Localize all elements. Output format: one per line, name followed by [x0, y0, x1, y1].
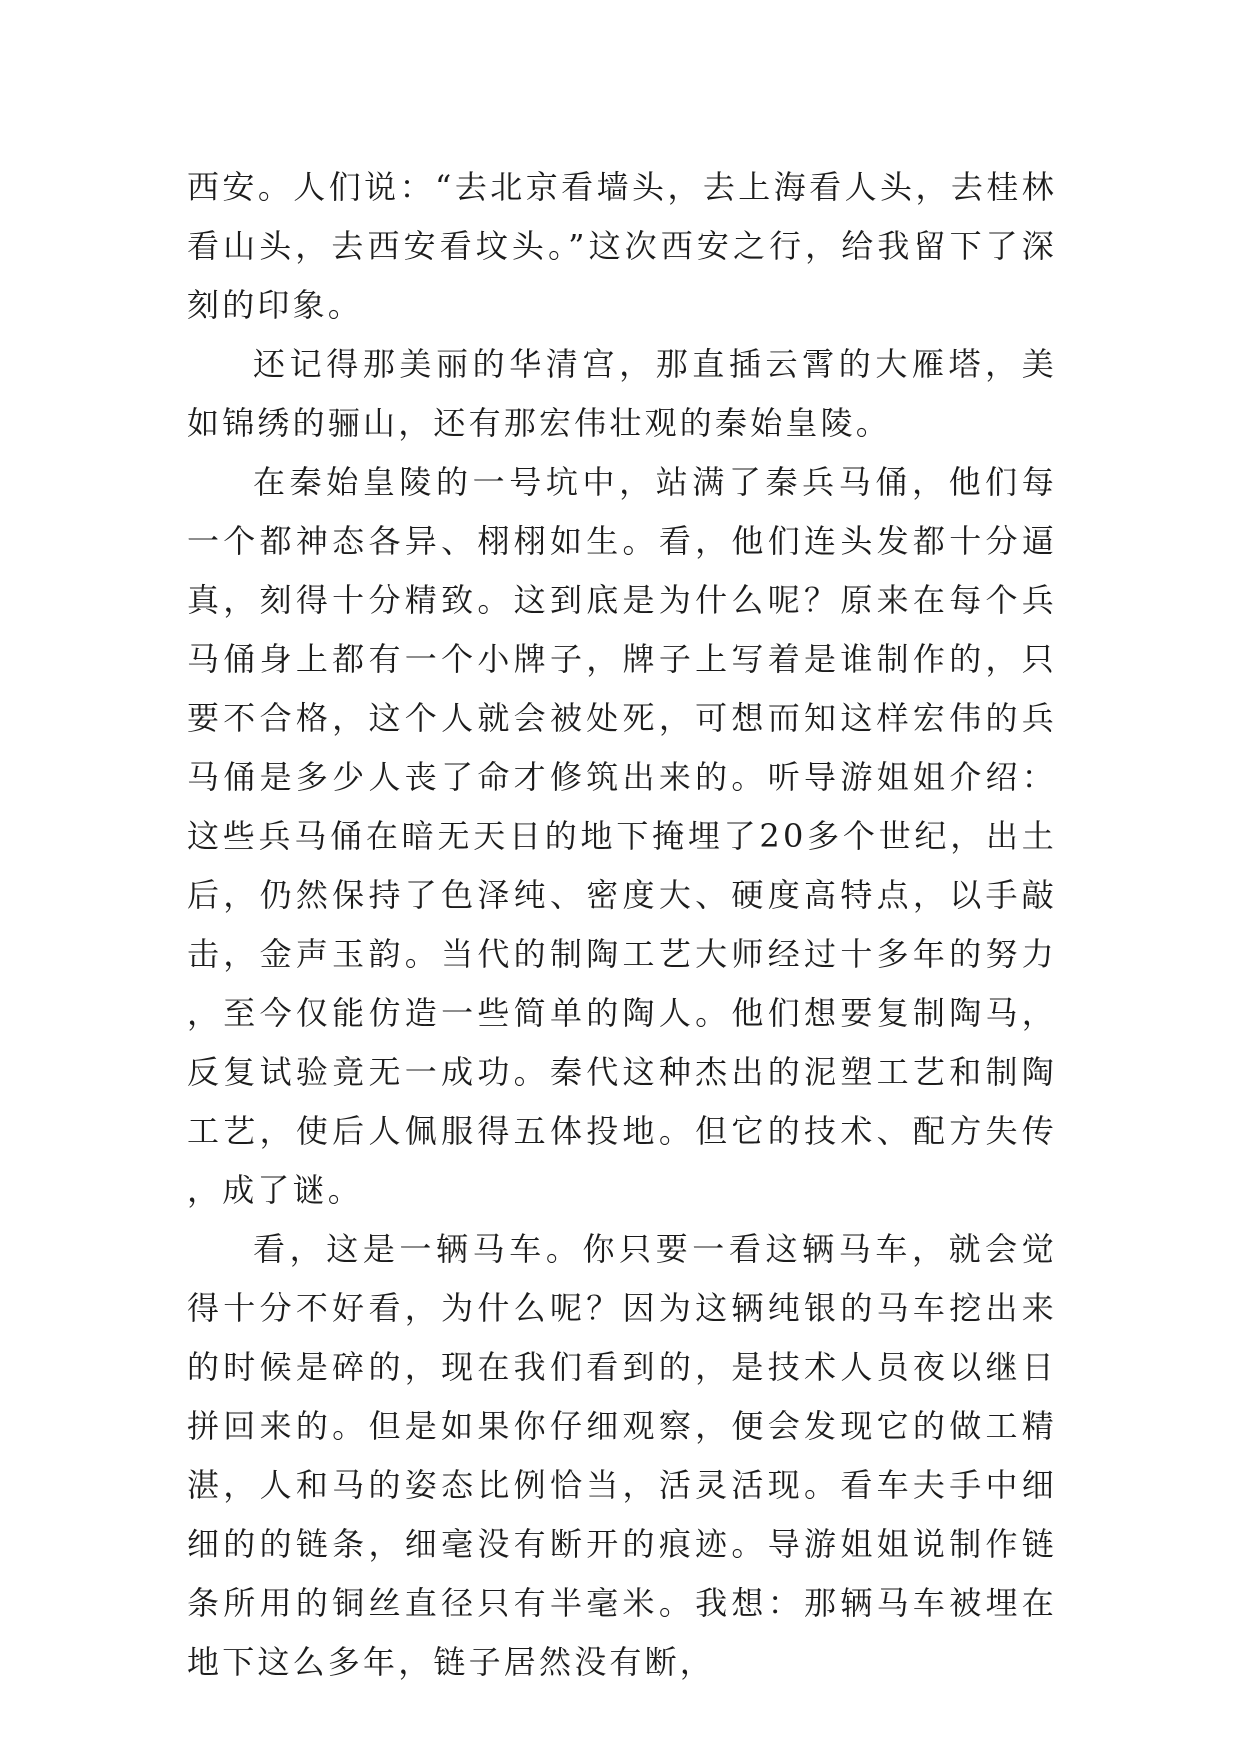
paragraph-terracotta-army: 在秦始皇陵的一号坑中，站满了秦兵马俑，他们每一个都神态各异、栩栩如生。看，他们连头发都十分逼真，刻得十分精致。这到底是为什么呢？原来在每个兵马俑身上都有一个小牌子，牌子上写着是谁制作的，只要不合格，这个人就会被处死，可想而知这样宏伟的兵马俑是多少人丧了命才修筑出来的。听导游姐姐介绍：这些兵马俑在暗无天日的地下掩埋了20多个世纪，出土后，仍然保持了色泽纯、密度大、硬度高特点，以手敲击，金声玉韵。当代的制陶工艺大师经过十多年的努力，至今仅能仿造一些简单的陶人。他们想要复制陶马，反复试验竟无一成功。秦代这种杰出的泥塑工艺和制陶工艺，使后人佩服得五体投地。但它的技术、配方失传，成了谜。 — [187, 463, 1057, 1209]
paragraph-huaqing-palace: 还记得那美丽的华清宫，那直插云霄的大雁塔，美如锦绣的骊山，还有那宏伟壮观的秦始皇陵。 — [187, 345, 1057, 442]
document-body — [187, 158, 1057, 1692]
paragraph-bronze-chariot: 看，这是一辆马车。你只要一看这辆马车，就会觉得十分不好看，为什么呢？因为这辆纯银的马车挖出来的时候是碎的，现在我们看到的，是技术人员夜以继日拼回来的。但是如果你仔细观察，便会发现它的做工精湛，人和马的姿态比例恰当，活灵活现。看车夫手中细细的的链条，细毫没有断开的痕迹。导游姐姐说制作链条所用的铜丝直径只有半毫米。我想：那辆马车被埋在地下这么多年，链子居然没有断， — [187, 1230, 1057, 1681]
paragraph-continued: 西安。人们说：“去北京看墙头，去上海看人头，去桂林看山头，去西安看坟头。”这次西安之行，给我留下了深刻的印象。 — [187, 168, 1057, 324]
